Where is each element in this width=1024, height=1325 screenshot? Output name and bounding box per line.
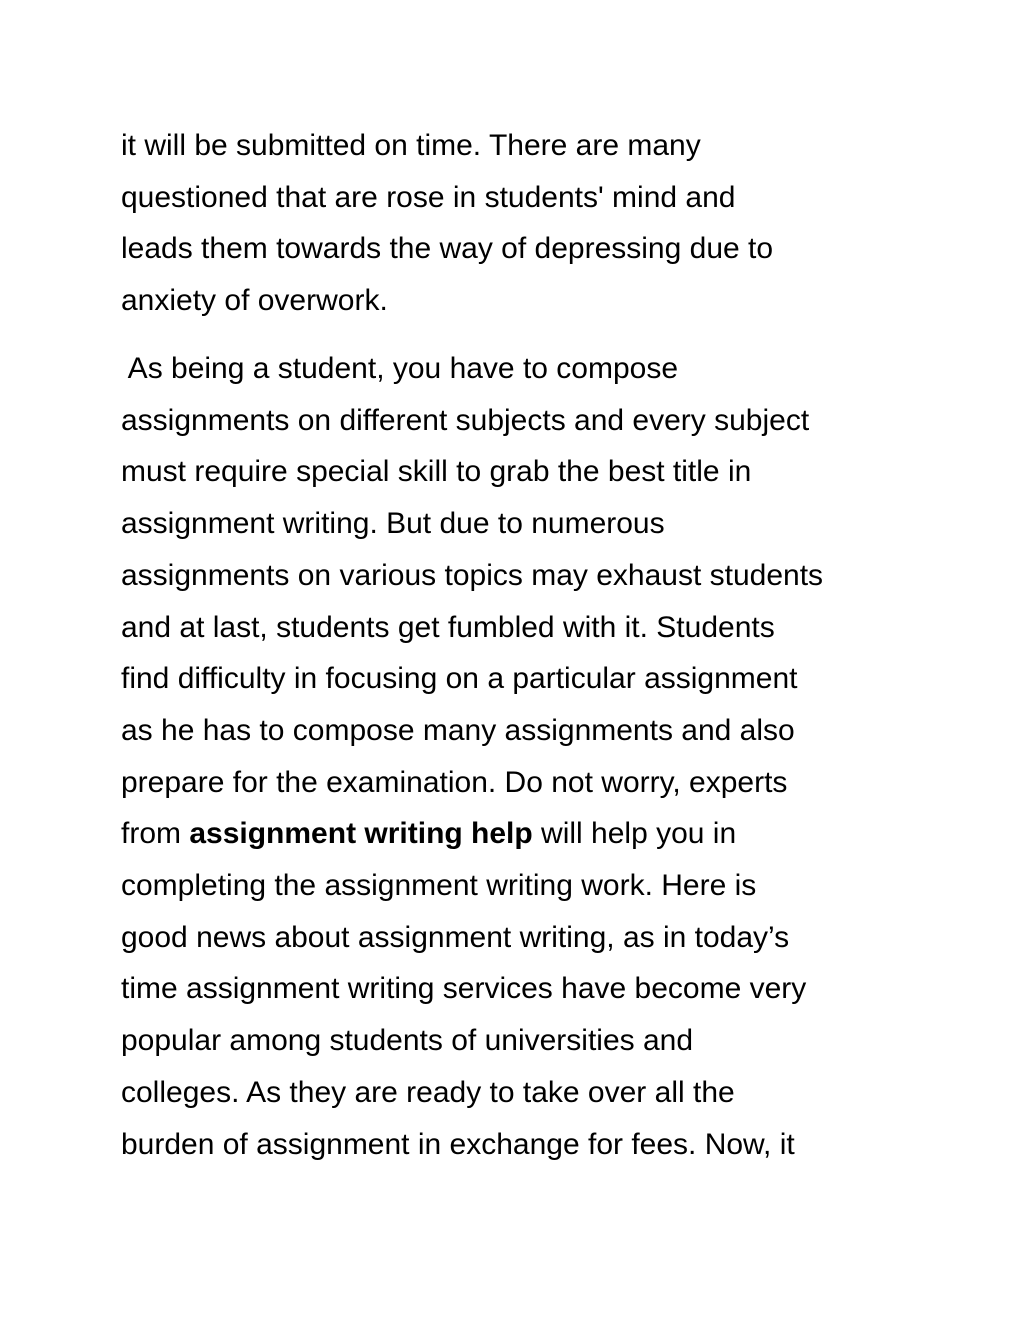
text-line: assignments on various topics may exhaust students — [121, 558, 824, 592]
text-line: assignments on different subjects and every subject — [121, 403, 810, 437]
text-line: it will be submitted on time. There are many — [121, 129, 701, 162]
text-line: colleges. As they are ready to take over all the — [121, 1075, 735, 1109]
text-line: assignment writing. But due to numerous — [121, 507, 665, 541]
paragraph-1 — [121, 120, 921, 327]
line-suffix: will help you in — [532, 817, 737, 851]
bold-keyword: assignment writing help — [189, 817, 533, 851]
text-line: and at last, students get fumbled with it. Students — [121, 610, 775, 644]
text-line: good news about assignment writing, as in today’s — [121, 920, 790, 954]
text-line: As being a student, you have to compose — [121, 352, 679, 385]
text-line: as he has to compose many assignments and also — [121, 713, 795, 747]
line-prefix: from — [121, 817, 190, 851]
text-line: popular among students of universities and — [121, 1024, 694, 1058]
text-line: leads them towards the way of depressing due to — [121, 232, 774, 266]
text-line: time assignment writing services have become very — [121, 972, 807, 1006]
paragraph-2 — [121, 343, 921, 1170]
text-line: burden of assignment in exchange for fees. Now, it — [121, 1127, 795, 1161]
text-line: prepare for the examination. Do not worry, experts — [121, 765, 788, 799]
text-line: find difficulty in focusing on a particular assignment — [121, 662, 798, 696]
text-line: completing the assignment writing work. Here is — [121, 869, 757, 903]
text-line-with-link — [121, 808, 921, 860]
text-line: questioned that are rose in students' mind and — [121, 180, 736, 214]
text-line: anxiety of overwork. — [121, 284, 388, 318]
text-line: must require special skill to grab the best title in — [121, 455, 752, 489]
